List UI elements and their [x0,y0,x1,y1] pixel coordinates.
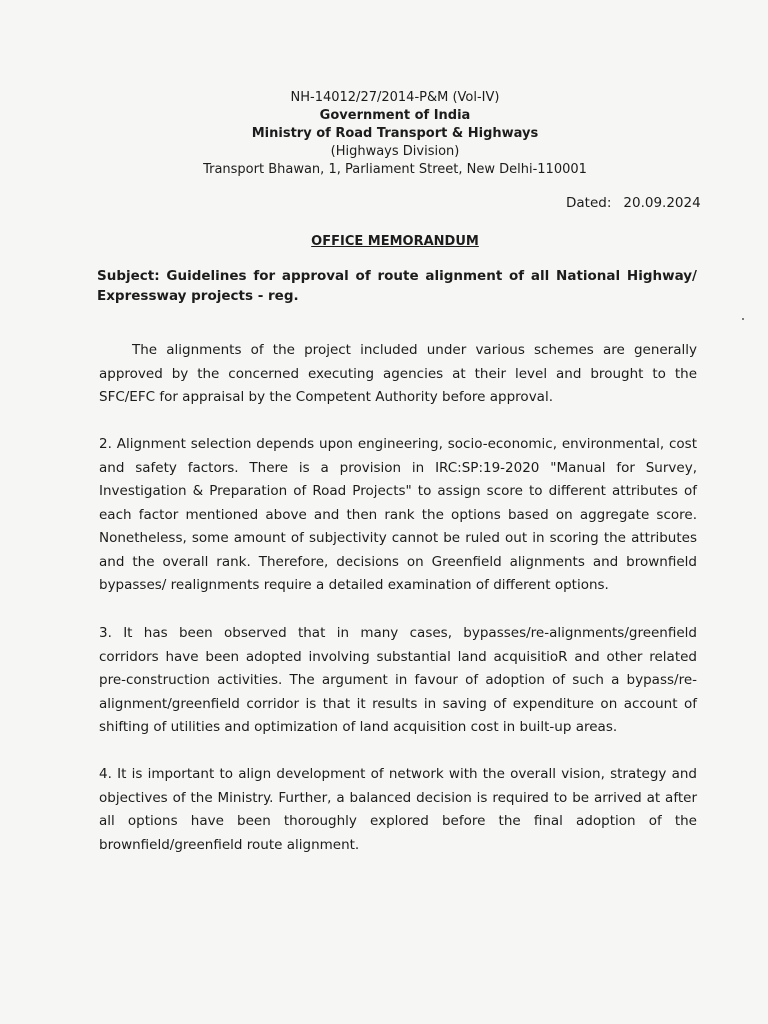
paragraph-2: 2. Alignment selection depends upon engineering, socio-economic, environmental, cost and safety factors. There is a provision in IRC:SP:19-2020 "Manual for Survey, Investigation & Preparation of Road Projects" to assign score to different attributes of each factor mentioned above and then rank the options based on aggregate score. Nonetheless, some amount of subjectivity cannot be ruled out in scoring the attributes and the overall rank. Therefore, decisions on Greenfield alignments and brownfield bypasses/ realignments require a detailed examination of different options. [99,436,697,593]
paragraph-4: 4. It is important to align development of network with the overall vision, strategy and objectives of the Ministry. Further, a balanced decision is required to be arrived at after all options have been thoroughly explored before the final adoption of the brownfield/greenfield route alignment. [99,766,697,853]
scan-speck [742,318,744,320]
date-value: 20.09.2024 [623,195,701,211]
file-number: NH-14012/27/2014-P&M (Vol-IV) [290,90,500,105]
date-line [566,195,701,211]
paragraph-1: The alignments of the project included under various schemes are generally approved by the concerned executing agencies at their level and brought to the SFC/EFC for appraisal by the Competent Authority before approval. [99,342,697,405]
date-label: Dated: [566,195,612,211]
memo-title: OFFICE MEMORANDUM [311,234,479,249]
subject-line: Subject: Guidelines for approval of route alignment of all National Highway/ Expressway projects - reg. [97,268,697,304]
office-address: Transport Bhawan, 1, Parliament Street, New Delhi-110001 [203,162,587,177]
letterhead [0,89,768,179]
government-name: Government of India [319,108,471,123]
division-name: (Highways Division) [330,144,460,159]
paragraph-3: 3. It has been observed that in many cases, bypasses/re-alignments/greenfield corridors have been adopted involving substantial land acquisitioR and other related pre-construction activities. The argument in favour of adoption of such a bypass/re-alignment/greenfield corridor is that it results in saving of expenditure on account of shifting of utilities and optimization of land acquisition cost in built-up areas. [99,625,697,735]
ministry-name: Ministry of Road Transport & Highways [251,126,539,141]
